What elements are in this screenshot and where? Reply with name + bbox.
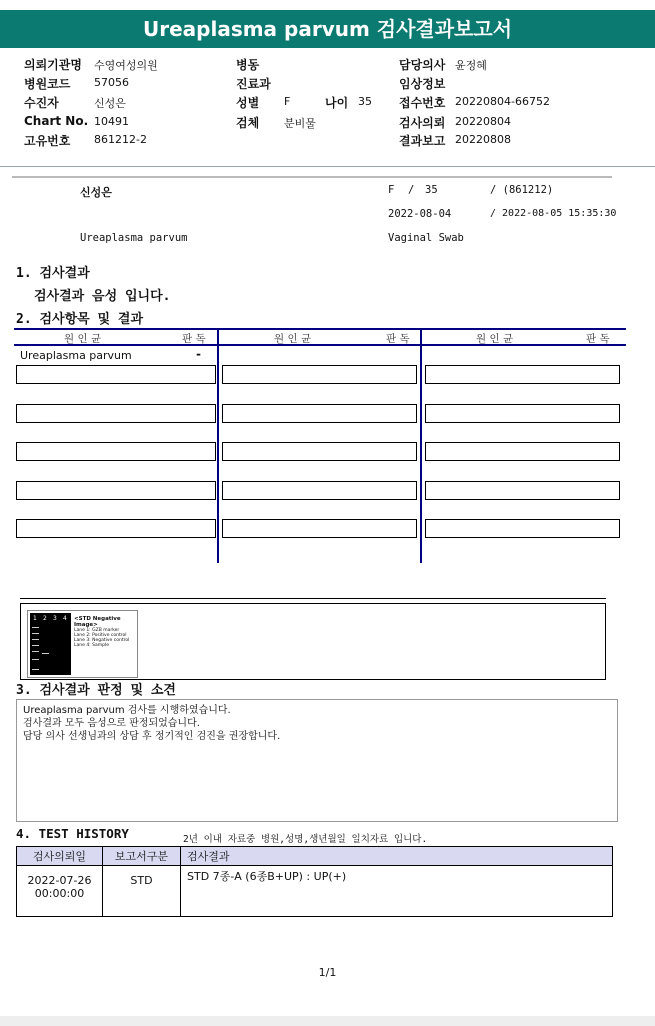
gel-image (27, 610, 138, 678)
summary-request-date: 2022-08-04 (388, 208, 452, 220)
history-col-date: 검사의뢰일 (17, 847, 103, 866)
lane-label: 2 (43, 615, 47, 622)
history-col-type: 보고서구분 (103, 847, 181, 866)
history-table (16, 846, 613, 917)
history-date: 2022-07-26 (27, 874, 92, 887)
result-cell (222, 442, 417, 461)
dept-label: 진료과 (236, 77, 271, 91)
summary-sample: Vaginal Swab (388, 232, 464, 244)
section4-heading: 4. TEST HISTORY (16, 826, 129, 841)
results-table-top-rule (14, 328, 626, 330)
patient-info-block (0, 52, 655, 167)
result-cell (425, 404, 620, 423)
ward-label: 병동 (236, 58, 260, 72)
lane-label: 4 (63, 615, 67, 622)
history-row (17, 866, 613, 917)
page-bottom-bar (0, 1016, 655, 1026)
hospital-value: 수영여성의원 (94, 59, 158, 72)
col3-judgment-header: 판 독 (586, 333, 610, 345)
result-cell (425, 442, 620, 461)
result-cell (16, 404, 216, 423)
gel-legend-line: Lane 1: GZB marker (74, 628, 120, 633)
result-cell (425, 481, 620, 500)
code-value: 57056 (94, 76, 129, 89)
unique-no-value: 861212-2 (94, 133, 147, 146)
result-cell (16, 442, 216, 461)
summary-report-datetime: / 2022-08-05 15:35:30 (490, 208, 617, 219)
col1-judgment-header: 판 독 (182, 333, 206, 345)
marker-band (32, 639, 39, 640)
chart-label: Chart No. (24, 114, 89, 128)
history-time: 00:00:00 (34, 887, 85, 900)
opinion-box (16, 699, 618, 822)
gel-legend-line: Lane 3: Negative control (74, 638, 130, 643)
result-cell (222, 481, 417, 500)
result-cell (425, 365, 620, 384)
result-cell (16, 519, 216, 538)
col3-organism-header: 원 인 균 (476, 333, 514, 345)
results-column-divider-2 (420, 328, 422, 563)
image-top-rule (20, 598, 606, 599)
receipt-label: 접수번호 (399, 96, 446, 110)
clinical-label: 임상정보 (399, 77, 446, 91)
report-date-label: 결과보고 (399, 134, 446, 148)
sex-value: F (284, 95, 291, 108)
history-result: STD 7종-A (6종B+UP) : UP(+) (181, 866, 613, 917)
receipt-value: 20220804-66752 (455, 95, 550, 108)
report-date-value: 20220808 (455, 133, 511, 146)
col2-judgment-header: 판 독 (386, 333, 410, 345)
patient-label: 수진자 (24, 96, 59, 110)
chart-value: 10491 (94, 115, 129, 128)
results-column-divider-1 (217, 328, 219, 563)
result-cell (222, 365, 417, 384)
opinion-line: 검사결과 모두 음성으로 판정되었습니다. (23, 718, 200, 729)
hospital-label: 의뢰기관명 (24, 58, 82, 72)
history-header-row (17, 847, 613, 866)
unique-no-label: 고유번호 (24, 134, 71, 148)
age-label: 나이 (325, 96, 349, 110)
patient-value: 신성은 (94, 97, 126, 110)
marker-band (32, 645, 39, 646)
history-note: 2년 이내 자료중 병원,성명,생년월일 일치자료 입니다. (183, 834, 428, 845)
age-value: 35 (358, 95, 372, 108)
summary-sex: F (388, 184, 395, 196)
gel-lanes-image (30, 613, 71, 675)
summary-slash: / (408, 184, 415, 196)
specimen-value: 분비물 (284, 117, 316, 130)
section2-heading: 2. 검사항목 및 결과 (16, 312, 144, 327)
marker-band (32, 651, 39, 652)
result-cell (16, 365, 216, 384)
col1-organism-header: 원 인 균 (64, 333, 102, 345)
positive-band (42, 653, 49, 654)
specimen-label: 검체 (236, 116, 260, 130)
gel-legend-line: Lane 2: Positive control (74, 633, 127, 638)
summary-divider (12, 176, 612, 178)
marker-band (32, 669, 39, 670)
doctor-label: 담당의사 (399, 58, 446, 72)
request-label: 검사의뢰 (399, 116, 446, 130)
summary-age: 35 (425, 184, 438, 196)
history-col-result: 검사결과 (181, 847, 613, 866)
result-cell (16, 481, 216, 500)
summary-id: / (861212) (490, 184, 554, 196)
summary-patient-name: 신성은 (80, 186, 112, 199)
marker-band (32, 633, 39, 634)
gel-title: <STD Negative Image> (74, 616, 121, 628)
lane-label: 3 (53, 615, 57, 622)
marker-band (32, 659, 39, 660)
sex-label: 성별 (236, 96, 260, 110)
section3-heading: 3. 검사결과 판정 및 소견 (16, 683, 176, 698)
opinion-line: 담당 의사 선생님과의 상담 후 정기적인 검진을 권장합니다. (23, 731, 281, 742)
history-date-cell (17, 866, 103, 917)
opinion-line: Ureaplasma parvum 검사를 시행하였습니다. (23, 705, 231, 716)
marker-band (32, 627, 39, 628)
result-cell (222, 404, 417, 423)
results-table-header-rule (14, 344, 626, 346)
report-title: Ureaplasma parvum 검사결과보고서 (0, 10, 655, 48)
section1-heading: 1. 검사결과 (16, 266, 90, 281)
history-type: STD (103, 866, 181, 917)
result-cell (425, 519, 620, 538)
gel-image-frame (20, 603, 606, 680)
code-label: 병원코드 (24, 77, 71, 91)
doctor-value: 윤정혜 (455, 59, 487, 72)
result-row1-judgment: - (196, 347, 201, 361)
summary-test-name: Ureaplasma parvum (80, 232, 188, 244)
page-number: 1/1 (318, 966, 337, 979)
result-cell (222, 519, 417, 538)
request-value: 20220804 (455, 115, 511, 128)
gel-legend-line: Lane 4: Sample (74, 643, 109, 648)
col2-organism-header: 원 인 균 (274, 333, 312, 345)
section1-result-text: 검사결과 음성 입니다. (34, 289, 171, 304)
result-row1-organism: Ureaplasma parvum (20, 349, 132, 362)
lane-label: 1 (33, 615, 37, 622)
